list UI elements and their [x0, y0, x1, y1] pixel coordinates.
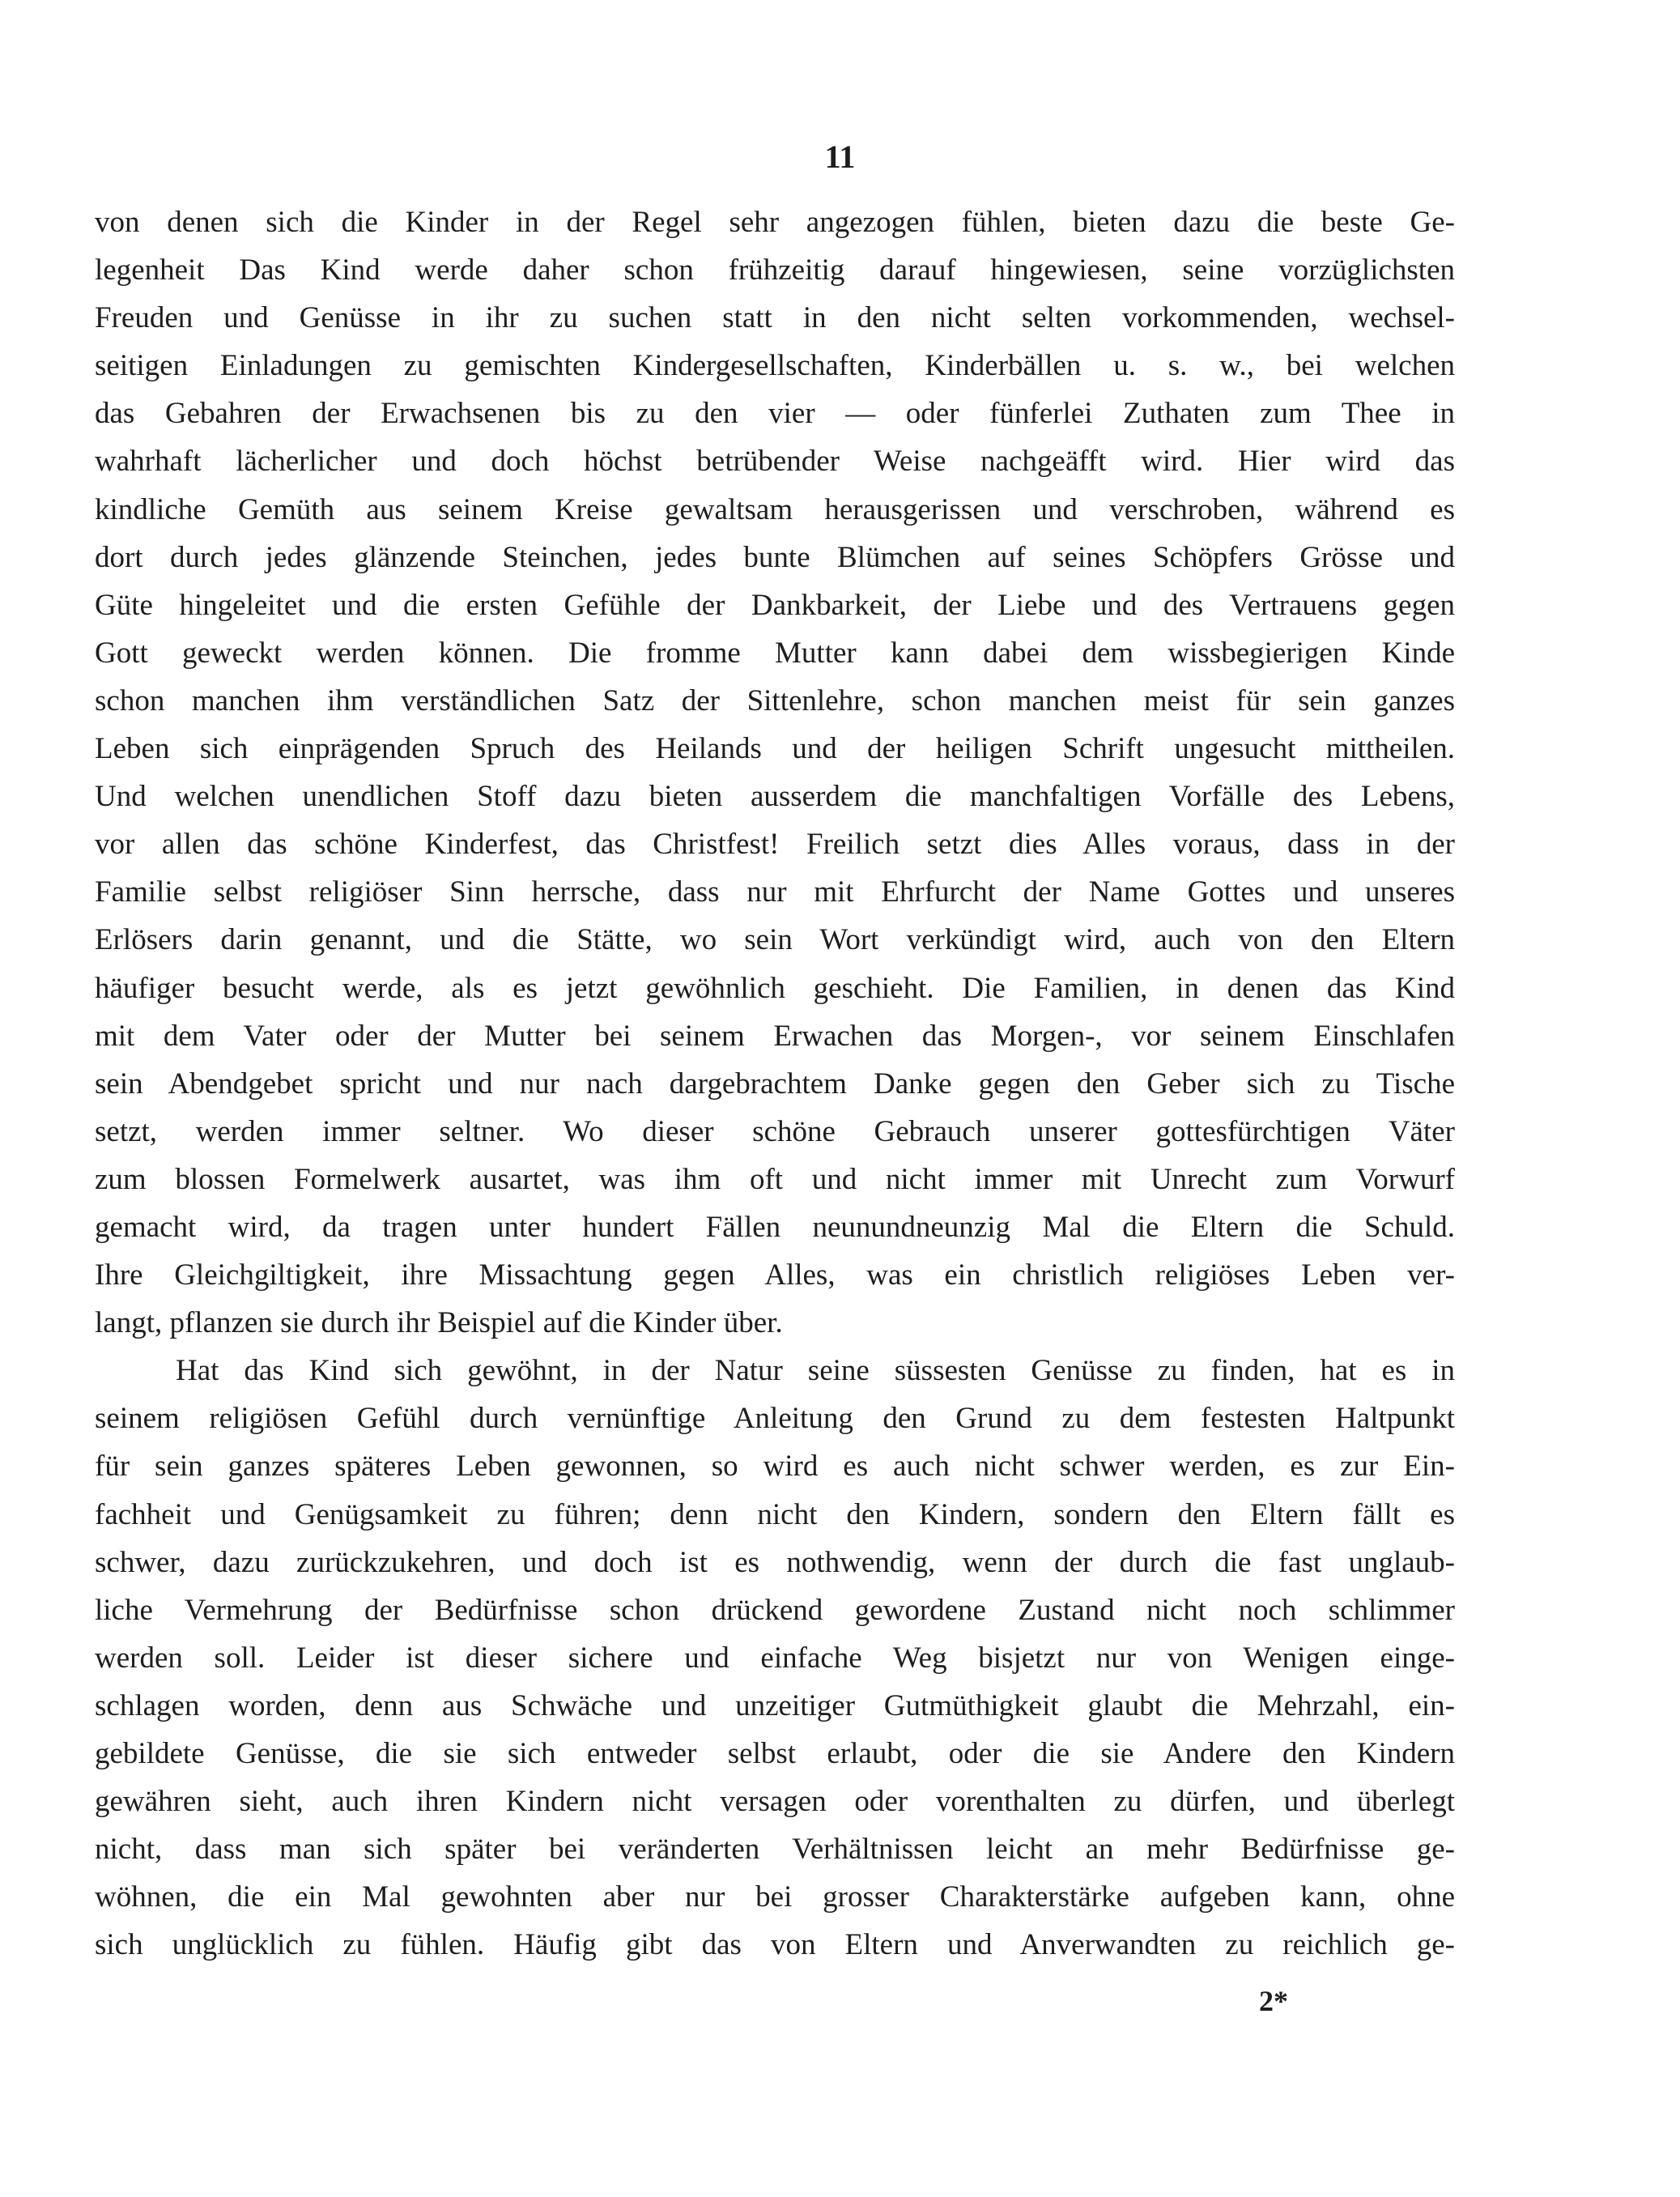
text-line: seinem religiösen Gefühl durch vernünftige Anleitung den Grund zu dem festesten Haltpunkt	[95, 1402, 1455, 1436]
text-line: Gott geweckt werden können. Die fromme Mutter kann dabei dem wissbegierigen Kinde	[95, 636, 1455, 670]
text-line: gebildete Genüsse, die sie sich entweder selbst erlaubt, oder die sie Andere den Kindern	[95, 1737, 1455, 1770]
text-line: langt, pflanzen sie durch ihr Beispiel auf die Kinder über.	[95, 1306, 783, 1340]
text-line: Erlösers darin genannt, und die Stätte, wo sein Wort verkündigt wird, auch von den Eltern	[95, 923, 1455, 957]
text-line: Leben sich einprägenden Spruch des Heilands und der heiligen Schrift ungesucht mittheilen.	[95, 732, 1455, 766]
text-line: Und welchen unendlichen Stoff dazu bieten ausserdem die manchfaltigen Vorfälle des Lebens,	[95, 780, 1455, 814]
body-text	[95, 198, 1455, 1969]
text-line: seitigen Einladungen zu gemischten Kindergesellschaften, Kinderbällen u. s. w., bei welchen	[95, 349, 1455, 383]
text-line: mit dem Vater oder der Mutter bei seinem Erwachen das Morgen-, vor seinem Einschlafen	[95, 1019, 1455, 1053]
text-line: häufiger besucht werde, als es jetzt gewöhnlich geschieht. Die Familien, in denen das Kind	[95, 971, 1455, 1005]
text-line: nicht, dass man sich später bei veränderten Verhältnissen leicht an mehr Bedürfnisse ge-	[95, 1833, 1455, 1867]
text-line: zum blossen Formelwerk ausartet, was ihm oft und nicht immer mit Unrecht zum Vorwurf	[95, 1162, 1455, 1196]
text-line: dort durch jedes glänzende Steinchen, jedes bunte Blümchen auf seines Schöpfers Grösse und	[95, 540, 1455, 574]
text-line: setzt, werden immer seltner. Wo dieser schöne Gebrauch unserer gottesfürchtigen Väter	[95, 1114, 1455, 1148]
text-line: schon manchen ihm verständlichen Satz der Sittenlehre, schon manchen meist für sein ganzes	[95, 683, 1455, 717]
text-line: gewähren sieht, auch ihren Kindern nicht versagen oder vorenthalten zu dürfen, und überlegt	[95, 1785, 1455, 1819]
text-line: fachheit und Genügsamkeit zu führen; denn nicht den Kindern, sondern den Eltern fällt es	[95, 1497, 1455, 1531]
text-line: sein Abendgebet spricht und nur nach dargebrachtem Danke gegen den Geber sich zu Tische	[95, 1067, 1455, 1101]
text-line: sich unglücklich zu fühlen. Häufig gibt das von Eltern und Anverwandten zu reichlich ge-	[95, 1928, 1455, 1962]
text-line: schwer, dazu zurückzukehren, und doch ist es nothwendig, wenn der durch die fast unglaub-	[95, 1545, 1455, 1579]
text-line: liche Vermehrung der Bedürfnisse schon drückend gewordene Zustand nicht noch schlimmer	[95, 1593, 1455, 1627]
text-line: wahrhaft lächerlicher und doch höchst betrübender Weise nachgeäfft wird. Hier wird das	[95, 445, 1455, 479]
text-line: für sein ganzes späteres Leben gewonnen, so wird es auch nicht schwer werden, es zur Ein-	[95, 1450, 1455, 1484]
text-line: vor allen das schöne Kinderfest, das Christfest! Freilich setzt dies Alles voraus, dass in der	[95, 828, 1455, 862]
text-line: wöhnen, die ein Mal gewohnten aber nur bei grosser Charakterstärke aufgeben kann, ohne	[95, 1880, 1455, 1914]
text-line: gemacht wird, da tragen unter hundert Fällen neunundneunzig Mal die Eltern die Schuld.	[95, 1210, 1455, 1244]
text-line: schlagen worden, denn aus Schwäche und unzeitiger Gutmüthigkeit glaubt die Mehrzahl, ein-	[95, 1688, 1455, 1722]
text-line: Hat das Kind sich gewöhnt, in der Natur seine süssesten Genüsse zu finden, hat es in	[176, 1354, 1455, 1388]
text-line: Ihre Gleichgiltigkeit, ihre Missachtung gegen Alles, was ein christlich religiöses Leben ver-	[95, 1258, 1455, 1292]
text-line: Freuden und Genüsse in ihr zu suchen statt in den nicht selten vorkommenden, wechsel-	[95, 301, 1455, 335]
text-line: Familie selbst religiöser Sinn herrsche, dass nur mit Ehrfurcht der Name Gottes und unseres	[95, 875, 1455, 909]
paragraph-2	[95, 1347, 1455, 1969]
signature-mark: 2*	[1259, 1985, 1288, 2017]
page-number: 11	[824, 138, 856, 175]
text-line: kindliche Gemüth aus seinem Kreise gewaltsam herausgerissen und verschroben, während es	[95, 492, 1455, 526]
text-line: werden soll. Leider ist dieser sichere und einfache Weg bisjetzt nur von Wenigen einge-	[95, 1641, 1455, 1675]
text-line: das Gebahren der Erwachsenen bis zu den vier — oder fünferlei Zuthaten zum Thee in	[95, 397, 1455, 431]
paragraph-1	[95, 198, 1455, 1347]
text-line: von denen sich die Kinder in der Regel sehr angezogen fühlen, bieten dazu die beste Ge-	[95, 206, 1455, 239]
text-line: Güte hingeleitet und die ersten Gefühle der Dankbarkeit, der Liebe und des Vertrauens gegen	[95, 588, 1455, 622]
text-line: legenheit Das Kind werde daher schon frühzeitig darauf hingewiesen, seine vorzüglichsten	[95, 253, 1455, 287]
